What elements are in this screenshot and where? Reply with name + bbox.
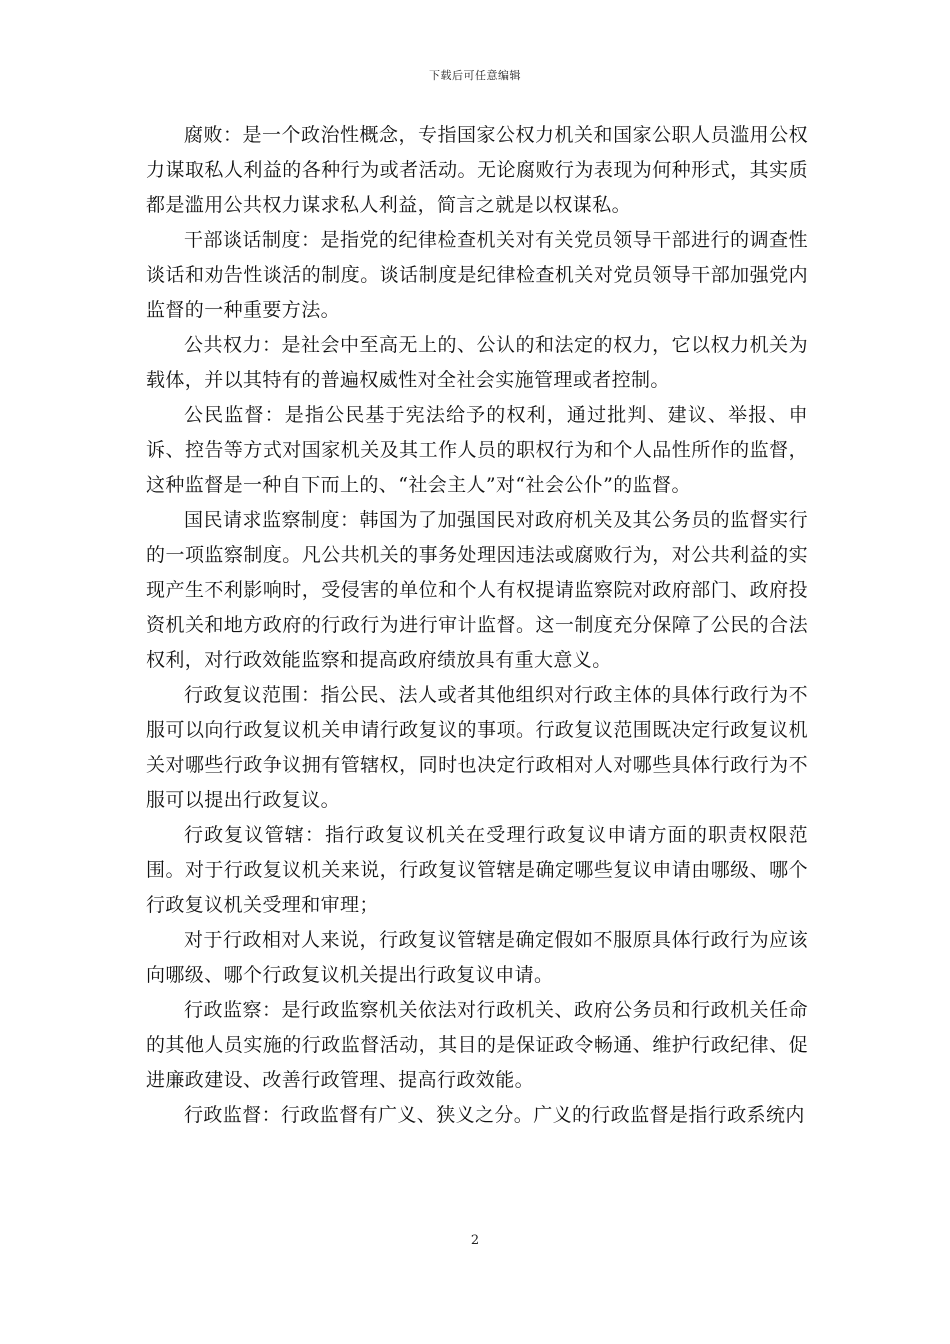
paragraph-public-power: 公共权力：是社会中至高无上的、公认的和法定的权力，它以权力机关为载体，并以其特有的普遍权威性对全社会实施管理或者控制。 — [146, 334, 808, 391]
paragraph-cadre-talk-system: 干部谈话制度：是指党的纪律检查机关对有关党员领导干部进行的调查性谈话和劝告性谈活的制度。谈话制度是纪律检查机关对党员领导干部加强党内监督的一种重要方法。 — [146, 229, 808, 321]
page-header: 下载后可任意编辑 — [429, 69, 521, 82]
page-number: 2 — [470, 1233, 480, 1248]
paragraph-reconsideration-jurisdiction: 行政复议管辖：指行政复议机关在受理行政复议申请方面的职责权限范围。对于行政复议机关来说，行政复议管辖是确定哪些复议申请由哪级、哪个行政复议机关受理和审理； — [146, 824, 808, 916]
paragraph-counterparty-jurisdiction: 对于行政相对人来说，行政复议管辖是确定假如不服原具体行政行为应该向哪级、哪个行政复议机关提出行政复议申请。 — [146, 929, 808, 986]
paragraph-reconsideration-scope: 行政复议范围：指公民、法人或者其他组织对行政主体的具体行政行为不服可以向行政复议机关申请行政复议的事项。行政复议范围既决定行政复议机关对哪些行政争议拥有管辖权，同时也决定行政相对人对哪些具体行政行为不服可以提出行政复议。 — [146, 684, 808, 811]
document-body — [146, 118, 808, 1133]
paragraph-national-request-inspection: 国民请求监察制度：韩国为了加强国民对政府机关及其公务员的监督实行的一项监察制度。凡公共机关的事务处理因违法或腐败行为，对公共利益的实现产生不利影响时，受侵害的单位和个人有权提请监察院对政府部门、政府投资机关和地方政府的行政行为进行审计监督。这一制度充分保障了公民的合法权利，对行政效能监察和提高政府绩放具有重大意义。 — [146, 509, 808, 671]
paragraph-administrative-inspection: 行政监察：是行政监察机关依法对行政机关、政府公务员和行政机关任命的其他人员实施的行政监督活动，其目的是保证政令畅通、维护行政纪律、促进廉政建设、改善行政管理、提高行政效能。 — [146, 999, 808, 1091]
paragraph-citizen-supervision: 公民监督：是指公民基于宪法给予的权利，通过批判、建议、举报、申诉、控告等方式对国家机关及其工作人员的职权行为和个人品性所作的监督，这种监督是一种自下而上的、“社会主人”对“社会公仆”的监督。 — [146, 404, 808, 496]
paragraph-administrative-supervision: 行政监督：行政监督有广义、狭义之分。广义的行政监督是指行政系统内 — [184, 1104, 805, 1126]
paragraph-corruption: 腐败：是一个政治性概念，专指国家公权力机关和国家公职人员滥用公权力谋取私人利益的各种行为或者活动。无论腐败行为表现为何种形式，其实质都是滥用公共权力谋求私人利益，简言之就是以权谋私。 — [146, 124, 808, 216]
